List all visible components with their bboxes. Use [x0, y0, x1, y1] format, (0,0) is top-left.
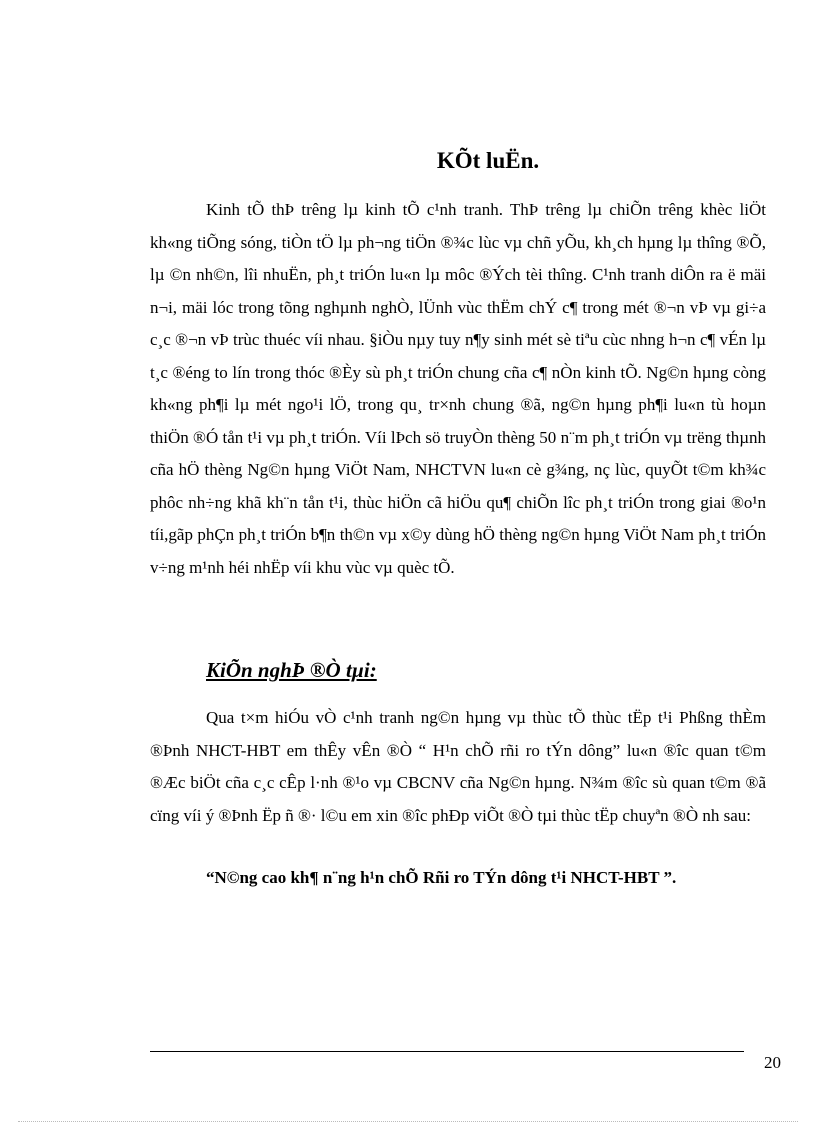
- topic-title-quote: “N©ng cao kh¶ n¨ng h¹n chÕ Rñi ro TÝn dông t¹i NHCT-HBT ”.: [206, 868, 677, 887]
- recommendation-paragraph-text: Qua t×m hiÓu vÒ c¹nh tranh ng©n hµng vµ thùc tÕ thùc tËp t¹i Phßng thÈm ®Þnh NHCT-HBT em thÊy vÊn ®Ò “ H¹n chÕ rñi ro tÝn dông” lu«n ®îc quan t©m ®Æc biÖt cña c¸c cÊp l·nh ®¹o vµ CBCNV cña Ng©n hµng. N¾m ®îc sù quan t©m ®ã cïng víi ý ®Þnh Ëp ñ ®· l©u em xin ®îc phÐp viÕt ®Ò tµi thùc tËp chuyªn ®Ò nh sau:: [150, 708, 766, 825]
- page-bottom-border: [18, 1121, 798, 1122]
- document-title: KÕt luËn.: [436, 148, 540, 173]
- conclusion-paragraph: [150, 194, 766, 584]
- conclusion-paragraph-text: Kinh tÕ thÞ trêng lµ kinh tÕ c¹nh tranh. ThÞ trêng lµ chiÕn trêng khèc liÖt kh«ng tiÕng sóng, tiÒn tÖ lµ ph¬ng tiÖn ®¾c lùc vµ chñ yÕu, kh¸ch hµng lµ thîng ®Õ, lµ ©n nh©n, lîi nhuËn, ph¸t triÓn lu«n lµ môc ®Ých tèi thîng. C¹nh tranh diÔn ra ë mäi n¬i, mäi lóc trong tõng nghµnh nghÒ, lÜnh vùc thËm chÝ c¶ trong mét ®¬n vÞ vµ gi÷a c¸c ®¬n vÞ trùc thuéc víi nhau. §iÒu nµy tuy n¶y sinh mét sè tiªu cùc nhng h¬n c¶ vÉn lµ t¸c ®éng to lín trong thóc ®Èy sù ph¸t triÓn chung cña c¶ nÒn kinh tÕ. Ng©n hµng còng kh«ng ph¶i lµ mét ngo¹i lÖ, trong qu¸ tr×nh chung ®ã, ng©n hµng ph¶i lu«n tù hoµn thiÖn ®Ó tån t¹i vµ ph¸t triÓn. Víi lÞch sö truyÒn thèng 50 n¨m ph¸t triÓn vµ trëng thµnh cña hÖ thèng Ng©n hµng ViÖt Nam, NHCTVN lu«n cè g¾ng, nç lùc, quyÕt t©m kh¾c phôc nh÷ng khã kh¨n tån t¹i, thùc hiÖn cã hiÖu qu¶ chiÕn lîc ph¸t triÓn trong giai ®o¹n tíi,gãp phÇn ph¸t triÓn b¶n th©n vµ x©y dùng hÖ thèng ng©n hµng ViÖt Nam ph¸t triÓn v÷ng m¹nh héi nhËp víi khu vùc vµ quèc tÕ.: [150, 200, 766, 577]
- recommendation-heading: KiÕn nghÞ ®Ò tµi:: [206, 658, 377, 682]
- page-number: 20: [764, 1053, 781, 1072]
- recommendation-paragraph: [150, 702, 766, 832]
- footer-divider: [150, 1051, 744, 1052]
